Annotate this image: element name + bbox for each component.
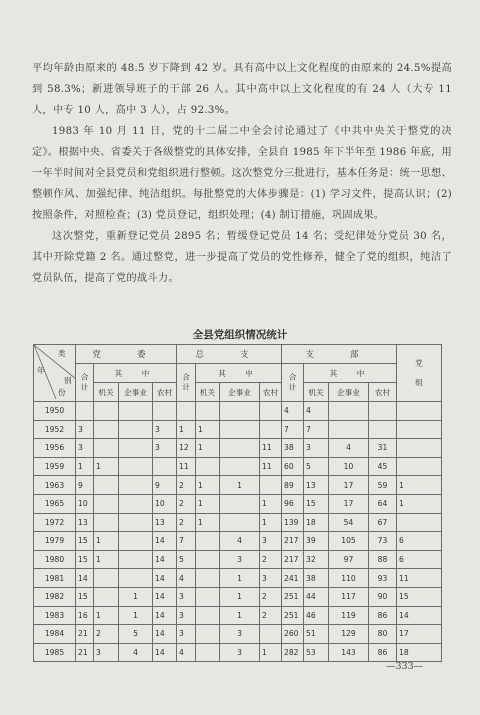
data-cell: 10 xyxy=(153,494,177,513)
data-cell: 1 xyxy=(220,587,260,606)
data-cell: 2 xyxy=(177,513,196,532)
data-cell: 119 xyxy=(329,606,369,625)
year-cell: 1950 xyxy=(34,402,76,421)
data-cell: 143 xyxy=(329,643,369,662)
data-cell: 89 xyxy=(282,476,304,495)
data-cell: 3 xyxy=(177,625,196,644)
data-cell: 15 xyxy=(76,587,94,606)
table-row xyxy=(34,494,442,513)
data-cell: 4 xyxy=(282,402,304,421)
data-cell: 14 xyxy=(76,569,94,588)
data-cell: 251 xyxy=(282,587,304,606)
data-cell xyxy=(260,476,282,495)
data-cell xyxy=(196,625,220,644)
data-cell: 86 xyxy=(369,606,397,625)
data-cell xyxy=(397,420,442,439)
data-cell: 3 xyxy=(153,439,177,458)
data-cell: 18 xyxy=(397,643,442,662)
data-cell: 1 xyxy=(196,494,220,513)
data-cell: 4 xyxy=(304,402,329,421)
data-cell xyxy=(260,402,282,421)
data-cell: 1 xyxy=(94,532,119,551)
data-cell: 4 xyxy=(329,439,369,458)
year-cell: 1972 xyxy=(34,513,76,532)
header-total-2: 合计 xyxy=(177,364,196,402)
table-row xyxy=(34,625,442,644)
data-cell xyxy=(196,550,220,569)
data-cell xyxy=(94,569,119,588)
subheader-organs-3: 机关 xyxy=(304,383,329,402)
data-cell: 39 xyxy=(304,532,329,551)
table-title: 全县党组织情况统计 xyxy=(192,329,288,341)
data-cell: 13 xyxy=(76,513,94,532)
data-cell: 15 xyxy=(76,532,94,551)
data-cell: 1 xyxy=(94,550,119,569)
data-cell xyxy=(397,457,442,476)
data-cell: 2 xyxy=(260,587,282,606)
data-cell xyxy=(119,439,153,458)
table-row xyxy=(34,513,442,532)
data-cell: 14 xyxy=(153,587,177,606)
data-cell: 7 xyxy=(304,420,329,439)
data-cell: 3 xyxy=(177,587,196,606)
data-cell: 9 xyxy=(153,476,177,495)
data-cell xyxy=(220,402,260,421)
data-cell: 10 xyxy=(76,494,94,513)
data-cell: 15 xyxy=(397,587,442,606)
data-cell: 14 xyxy=(153,569,177,588)
data-cell: 14 xyxy=(153,643,177,662)
data-cell: 1 xyxy=(397,494,442,513)
data-cell: 45 xyxy=(369,457,397,476)
data-cell xyxy=(119,532,153,551)
data-cell xyxy=(94,476,119,495)
data-cell: 129 xyxy=(329,625,369,644)
data-cell xyxy=(153,402,177,421)
data-cell xyxy=(329,420,369,439)
data-cell xyxy=(196,587,220,606)
year-cell: 1985 xyxy=(34,643,76,662)
data-cell: 14 xyxy=(153,532,177,551)
data-cell xyxy=(119,513,153,532)
data-cell: 282 xyxy=(282,643,304,662)
subheader-rural-1: 农村 xyxy=(153,383,177,402)
data-cell: 251 xyxy=(282,606,304,625)
data-cell: 139 xyxy=(282,513,304,532)
data-cell: 3 xyxy=(260,569,282,588)
data-cell: 5 xyxy=(177,550,196,569)
header-of-which-1: 其 中 xyxy=(94,364,177,383)
paragraph-2: 1983 年 10 月 11 日，党的十二届二中全会讨论通过了《中共中央关于整党的决定》。根据中央、省委关于各级整党的具体安排，全县自 1985 年下半年至 1986 年底，用一年半时间对全县党员和党组织进行整顿。这次整党分三批进行，基本任务是：统一思想、整顿作风、加强纪律、纯洁组织。每批整党的大体步骤是：(1) 学习文件，提高认识；(2) 按照条件，对照检查；(3) 党员登记，组织处理；(4) 制订措施，巩固成果。 xyxy=(32,126,452,221)
year-cell: 1952 xyxy=(34,420,76,439)
data-cell: 13 xyxy=(153,513,177,532)
data-cell: 1 xyxy=(220,569,260,588)
data-cell: 17 xyxy=(329,476,369,495)
data-cell: 1 xyxy=(397,476,442,495)
data-cell xyxy=(397,513,442,532)
data-cell xyxy=(177,402,196,421)
data-cell xyxy=(369,402,397,421)
data-cell: 1 xyxy=(196,513,220,532)
data-cell: 3 xyxy=(153,420,177,439)
data-cell xyxy=(220,457,260,476)
table-row xyxy=(34,569,442,588)
year-cell: 1959 xyxy=(34,457,76,476)
data-cell xyxy=(196,457,220,476)
data-cell: 1 xyxy=(220,606,260,625)
data-cell: 2 xyxy=(177,476,196,495)
data-cell xyxy=(397,439,442,458)
table-row xyxy=(34,476,442,495)
table-body xyxy=(34,402,442,662)
data-cell: 217 xyxy=(282,532,304,551)
data-cell xyxy=(196,402,220,421)
party-organization-table xyxy=(33,344,442,662)
data-cell: 15 xyxy=(304,494,329,513)
data-cell: 5 xyxy=(304,457,329,476)
data-cell: 14 xyxy=(153,606,177,625)
data-cell xyxy=(220,494,260,513)
data-cell: 14 xyxy=(397,606,442,625)
data-cell: 1 xyxy=(94,606,119,625)
data-cell: 1 xyxy=(94,457,119,476)
data-cell: 217 xyxy=(282,550,304,569)
data-cell xyxy=(153,457,177,476)
table-row xyxy=(34,402,442,421)
data-cell: 4 xyxy=(177,569,196,588)
year-cell: 1982 xyxy=(34,587,76,606)
group-header-branch: 支 部 xyxy=(282,345,397,364)
data-cell xyxy=(76,402,94,421)
table-row xyxy=(34,439,442,458)
subheader-enterprise-2: 企事业 xyxy=(220,383,260,402)
data-cell xyxy=(94,420,119,439)
data-cell xyxy=(196,643,220,662)
data-cell: 1 xyxy=(260,513,282,532)
data-cell xyxy=(94,494,119,513)
data-cell xyxy=(220,439,260,458)
page-number: —333— xyxy=(386,661,424,672)
data-cell: 14 xyxy=(153,625,177,644)
data-cell: 96 xyxy=(282,494,304,513)
data-cell: 53 xyxy=(304,643,329,662)
data-cell: 2 xyxy=(260,606,282,625)
data-cell xyxy=(329,402,369,421)
data-cell xyxy=(119,569,153,588)
data-cell: 117 xyxy=(329,587,369,606)
table-row xyxy=(34,550,442,569)
data-cell: 3 xyxy=(76,439,94,458)
data-cell: 60 xyxy=(282,457,304,476)
data-cell: 5 xyxy=(119,625,153,644)
data-cell: 54 xyxy=(329,513,369,532)
corner-header xyxy=(34,345,76,402)
data-cell: 59 xyxy=(369,476,397,495)
corner-label-year: 年 xyxy=(37,366,45,375)
group-header-party-committee: 党 委 xyxy=(76,345,177,364)
data-cell: 15 xyxy=(76,550,94,569)
year-cell: 1956 xyxy=(34,439,76,458)
data-cell: 6 xyxy=(397,532,442,551)
data-cell: 73 xyxy=(369,532,397,551)
data-cell: 11 xyxy=(177,457,196,476)
subheader-organs-1: 机关 xyxy=(94,383,119,402)
table-row xyxy=(34,643,442,662)
header-total-1: 合计 xyxy=(76,364,94,402)
table-row xyxy=(34,532,442,551)
data-cell: 6 xyxy=(397,550,442,569)
data-cell: 9 xyxy=(76,476,94,495)
year-cell: 1980 xyxy=(34,550,76,569)
data-cell: 1 xyxy=(76,457,94,476)
data-cell: 64 xyxy=(369,494,397,513)
subheader-enterprise-3: 企事业 xyxy=(329,383,369,402)
year-cell: 1963 xyxy=(34,476,76,495)
data-cell: 1 xyxy=(177,420,196,439)
corner-label-category: 类 xyxy=(58,349,66,358)
data-cell xyxy=(196,532,220,551)
subheader-organs-2: 机关 xyxy=(196,383,220,402)
data-cell: 3 xyxy=(94,643,119,662)
data-cell: 3 xyxy=(177,606,196,625)
data-cell: 4 xyxy=(119,643,153,662)
data-cell: 3 xyxy=(304,439,329,458)
data-cell: 17 xyxy=(329,494,369,513)
data-cell: 46 xyxy=(304,606,329,625)
data-cell: 88 xyxy=(369,550,397,569)
data-cell: 38 xyxy=(282,439,304,458)
table-row xyxy=(34,457,442,476)
data-cell: 21 xyxy=(76,625,94,644)
subheader-rural-2: 农村 xyxy=(260,383,282,402)
data-cell: 1 xyxy=(260,643,282,662)
data-cell: 2 xyxy=(94,625,119,644)
table-row xyxy=(34,420,442,439)
data-cell: 11 xyxy=(397,569,442,588)
data-cell xyxy=(369,420,397,439)
year-cell: 1984 xyxy=(34,625,76,644)
body-text xyxy=(32,58,452,289)
subheader-enterprise-1: 企事业 xyxy=(119,383,153,402)
data-cell: 80 xyxy=(369,625,397,644)
data-cell: 3 xyxy=(220,643,260,662)
corner-label-yearend: 份 xyxy=(58,388,66,397)
header-total-3: 合计 xyxy=(282,364,304,402)
header-of-which-3: 其 中 xyxy=(304,364,397,383)
data-cell xyxy=(94,587,119,606)
data-cell: 11 xyxy=(260,457,282,476)
data-cell xyxy=(119,550,153,569)
data-cell: 38 xyxy=(304,569,329,588)
data-cell: 32 xyxy=(304,550,329,569)
paragraph-1: 平均年龄由原来的 48.5 岁下降到 42 岁。具有高中以上文化程度的由原来的 24.5%提高到 58.3%；新进领导班子的干部 26 人。其中高中以上文化程度的有 24 人（大专 11 人，中专 10 人，高中 3 人），占 92.3%。 xyxy=(32,63,452,116)
table-row xyxy=(34,587,442,606)
data-cell xyxy=(119,476,153,495)
data-cell: 51 xyxy=(304,625,329,644)
data-cell xyxy=(119,494,153,513)
data-cell: 93 xyxy=(369,569,397,588)
data-cell: 1 xyxy=(196,476,220,495)
data-cell xyxy=(220,420,260,439)
data-cell: 12 xyxy=(177,439,196,458)
paragraph-3: 这次整党，重新登记党员 2895 名；暂缓登记党员 14 名；受纪律处分党员 30 名，其中开除党籍 2 名。通过整党，进一步提高了党员的党性修养，健全了党的组织，纯洁了党员队伍，提高了党的战斗力。 xyxy=(32,231,452,284)
data-cell: 17 xyxy=(397,625,442,644)
data-cell: 13 xyxy=(304,476,329,495)
data-cell: 2 xyxy=(177,494,196,513)
data-cell: 1 xyxy=(196,439,220,458)
data-cell: 18 xyxy=(304,513,329,532)
data-cell: 1 xyxy=(119,606,153,625)
data-cell: 3 xyxy=(260,532,282,551)
data-cell: 90 xyxy=(369,587,397,606)
data-cell: 1 xyxy=(119,587,153,606)
data-cell: 110 xyxy=(329,569,369,588)
data-cell xyxy=(260,625,282,644)
data-cell: 4 xyxy=(220,532,260,551)
group-header-general-branch: 总 支 xyxy=(177,345,282,364)
data-cell xyxy=(196,569,220,588)
data-cell xyxy=(220,513,260,532)
data-cell: 67 xyxy=(369,513,397,532)
data-cell xyxy=(94,439,119,458)
data-cell xyxy=(260,420,282,439)
subheader-rural-3: 农村 xyxy=(369,383,397,402)
year-cell: 1983 xyxy=(34,606,76,625)
table-row xyxy=(34,606,442,625)
header-of-which-2: 其 中 xyxy=(196,364,282,383)
data-cell: 3 xyxy=(220,550,260,569)
header-party-group: 党 组 xyxy=(397,345,442,402)
data-cell: 260 xyxy=(282,625,304,644)
data-cell xyxy=(94,513,119,532)
data-cell: 1 xyxy=(220,476,260,495)
corner-label-type: 别 xyxy=(64,376,72,385)
data-cell: 4 xyxy=(177,643,196,662)
data-cell xyxy=(397,402,442,421)
data-cell: 86 xyxy=(369,643,397,662)
data-cell: 241 xyxy=(282,569,304,588)
year-cell: 1981 xyxy=(34,569,76,588)
year-cell: 1965 xyxy=(34,494,76,513)
data-cell: 44 xyxy=(304,587,329,606)
data-cell: 11 xyxy=(260,439,282,458)
data-cell: 21 xyxy=(76,643,94,662)
data-cell: 1 xyxy=(196,420,220,439)
data-cell xyxy=(196,606,220,625)
data-cell xyxy=(94,402,119,421)
data-cell: 16 xyxy=(76,606,94,625)
year-cell: 1979 xyxy=(34,532,76,551)
data-cell: 7 xyxy=(177,532,196,551)
data-cell: 3 xyxy=(76,420,94,439)
data-cell: 1 xyxy=(260,494,282,513)
data-cell: 105 xyxy=(329,532,369,551)
data-cell: 14 xyxy=(153,550,177,569)
data-cell: 7 xyxy=(282,420,304,439)
data-cell: 97 xyxy=(329,550,369,569)
data-cell: 31 xyxy=(369,439,397,458)
data-cell xyxy=(119,402,153,421)
data-cell xyxy=(119,420,153,439)
data-cell: 2 xyxy=(260,550,282,569)
data-cell xyxy=(119,457,153,476)
data-cell: 3 xyxy=(220,625,260,644)
data-cell: 10 xyxy=(329,457,369,476)
